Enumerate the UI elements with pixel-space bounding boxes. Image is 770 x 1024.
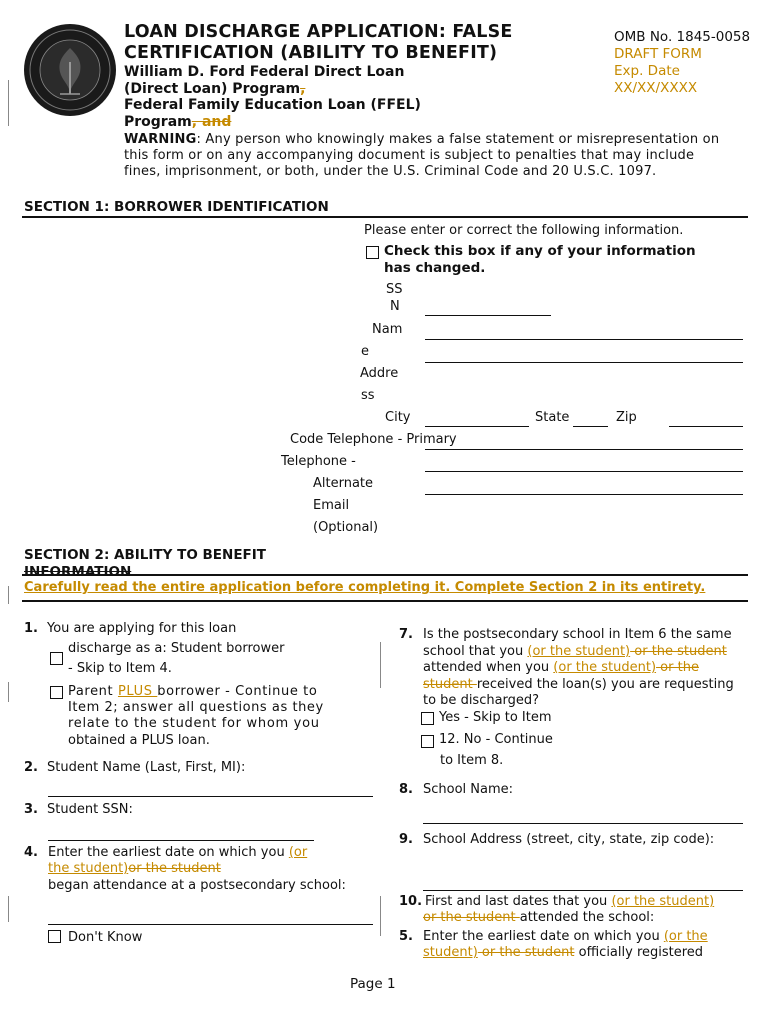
- q7-line-3: attended when you (or the student) or the: [423, 660, 699, 675]
- change-bar: [8, 682, 9, 702]
- school-name-field[interactable]: [423, 823, 743, 824]
- student-name-field[interactable]: [48, 796, 373, 797]
- dont-know-label: Don't Know: [68, 930, 143, 945]
- student-ssn-field[interactable]: [48, 840, 314, 841]
- seal-icon: [22, 22, 118, 118]
- q4-text-a: Enter the earliest date on which you (or: [48, 845, 308, 860]
- school-address-field[interactable]: [423, 890, 743, 891]
- q7-line-2: school that you (or the student) or the student: [423, 644, 727, 659]
- q7-no-label-b: to Item 8.: [440, 753, 504, 768]
- q7-line-4: student received the loan(s) you are requesting: [423, 677, 734, 692]
- city-label: City: [385, 410, 411, 425]
- q8-text: School Name:: [423, 782, 514, 797]
- q1-option2-line-c: Item 2; answer all questions as they: [68, 700, 324, 715]
- attendance-date-field[interactable]: [48, 924, 373, 925]
- form-title-line-2: CERTIFICATION (ABILITY TO BENEFIT): [124, 43, 498, 63]
- dont-know-checkbox[interactable]: [48, 930, 61, 943]
- q1-option2-line-d: relate to the student for whom you: [68, 716, 320, 731]
- change-bar: [8, 896, 9, 922]
- draft-form-label: DRAFT FORM: [614, 46, 702, 62]
- section-2-rule-bottom: [22, 600, 748, 602]
- exp-date-label: Exp. Date: [614, 63, 680, 79]
- section-1-instruction: Please enter or correct the following information.: [364, 223, 684, 238]
- q10-number: 10.: [399, 894, 423, 909]
- change-bar: [8, 80, 9, 126]
- change-bar: [380, 642, 381, 688]
- q1-option1-line-a: discharge as a: Student borrower: [68, 641, 285, 656]
- q5-number: 5.: [399, 929, 413, 944]
- name-field[interactable]: [425, 339, 743, 340]
- section-1-rule: [22, 216, 748, 218]
- q7-yes-checkbox[interactable]: [421, 712, 434, 725]
- ssn-field[interactable]: [425, 315, 551, 316]
- phone-primary-label: Code Telephone - Primary: [290, 432, 457, 447]
- q9-text: School Address (street, city, state, zip code):: [423, 832, 715, 847]
- parent-plus-checkbox[interactable]: [50, 686, 63, 699]
- q7-line-1: Is the postsecondary school in Item 6 the same: [423, 627, 732, 642]
- q4-text-b: the student)or the student: [48, 861, 221, 876]
- q3-text: Student SSN:: [47, 802, 133, 817]
- section-1-heading: SECTION 1: BORROWER IDENTIFICATION: [24, 199, 329, 215]
- email-label: Email: [313, 498, 350, 513]
- city-field[interactable]: [425, 426, 529, 427]
- email-field[interactable]: [425, 494, 743, 495]
- student-borrower-checkbox[interactable]: [50, 652, 63, 665]
- alternate-label: Alternate: [313, 476, 374, 491]
- q7-number: 7.: [399, 627, 413, 642]
- q1-option2-line-a: Parent PLUS borrower - Continue to: [68, 684, 318, 699]
- q7-line-5: to be discharged?: [423, 693, 540, 708]
- q4-number: 4.: [24, 845, 38, 860]
- ssn-label-a: SS: [386, 282, 403, 297]
- program-line-3: Federal Family Education Loan (FFEL): [124, 97, 421, 113]
- page-number: Page 1: [350, 976, 396, 992]
- ssn-label-b: N: [390, 299, 400, 314]
- section-2-heading-2: INFORMATION: [24, 564, 132, 580]
- careful-read-notice: Carefully read the entire application before completing it. Complete Section 2 in its entirety.: [24, 580, 706, 595]
- q7-no-checkbox[interactable]: [421, 735, 434, 748]
- form-title-line-1: LOAN DISCHARGE APPLICATION: FALSE: [124, 22, 513, 42]
- warning-text: WARNING: Any person who knowingly makes a false statement or misrepresentation on this form or on any accompanying document is subject to penalties that may include fines, imprisonment, or both, under the U.S. Criminal Code and 20 U.S.C. 1097.: [124, 132, 720, 179]
- q2-text: Student Name (Last, First, MI):: [47, 760, 246, 775]
- q5-line-2: student) or the student officially registered: [423, 945, 704, 960]
- section-2-rule: [22, 574, 748, 576]
- q1-option1-line-b: - Skip to Item 4.: [68, 661, 172, 676]
- q2-number: 2.: [24, 760, 38, 775]
- q7-yes-label: Yes - Skip to Item: [439, 710, 552, 725]
- exp-date-value: XX/XX/XXXX: [614, 80, 698, 96]
- address-field[interactable]: [425, 362, 743, 363]
- q8-number: 8.: [399, 782, 413, 797]
- program-line-4: Program, and: [124, 114, 232, 130]
- change-bar: [8, 586, 9, 604]
- name-label-b: e: [361, 344, 369, 359]
- q9-number: 9.: [399, 832, 413, 847]
- q7-no-label: 12. No - Continue: [439, 732, 553, 747]
- program-line-1: William D. Ford Federal Direct Loan: [124, 64, 405, 80]
- q5-line-1: Enter the earliest date on which you (or the: [423, 929, 708, 944]
- omb-number: OMB No. 1845-0058: [614, 29, 751, 45]
- zip-label: Zip: [616, 410, 637, 425]
- address-label-a: Addre: [360, 366, 399, 381]
- email-optional-label: (Optional): [313, 520, 379, 535]
- info-changed-label-1: Check this box if any of your information: [384, 243, 696, 259]
- program-line-2: (Direct Loan) Program,: [124, 81, 306, 97]
- phone-primary-field[interactable]: [425, 449, 743, 450]
- address-label-b: ss: [361, 388, 375, 403]
- phone-alternate-field[interactable]: [425, 471, 743, 472]
- q3-number: 3.: [24, 802, 38, 817]
- zip-field[interactable]: [669, 426, 743, 427]
- info-changed-label-2: has changed.: [384, 260, 486, 276]
- section-2-heading-1: SECTION 2: ABILITY TO BENEFIT: [24, 547, 266, 563]
- phone-alternate-label: Telephone -: [281, 454, 356, 469]
- state-field[interactable]: [573, 426, 608, 427]
- q10-line-2: or the student attended the school:: [423, 910, 655, 925]
- q1-option2-line-e: obtained a PLUS loan.: [68, 733, 210, 748]
- change-bar: [380, 896, 381, 936]
- info-changed-checkbox[interactable]: [366, 246, 379, 259]
- department-seal: [22, 22, 118, 118]
- q4-text-c: began attendance at a postsecondary school:: [48, 878, 346, 893]
- q10-line-1: First and last dates that you (or the student): [425, 894, 715, 909]
- state-label: State: [535, 410, 570, 425]
- q1-number: 1.: [24, 621, 38, 636]
- q1-text: You are applying for this loan: [47, 621, 237, 636]
- name-label-a: Nam: [372, 322, 403, 337]
